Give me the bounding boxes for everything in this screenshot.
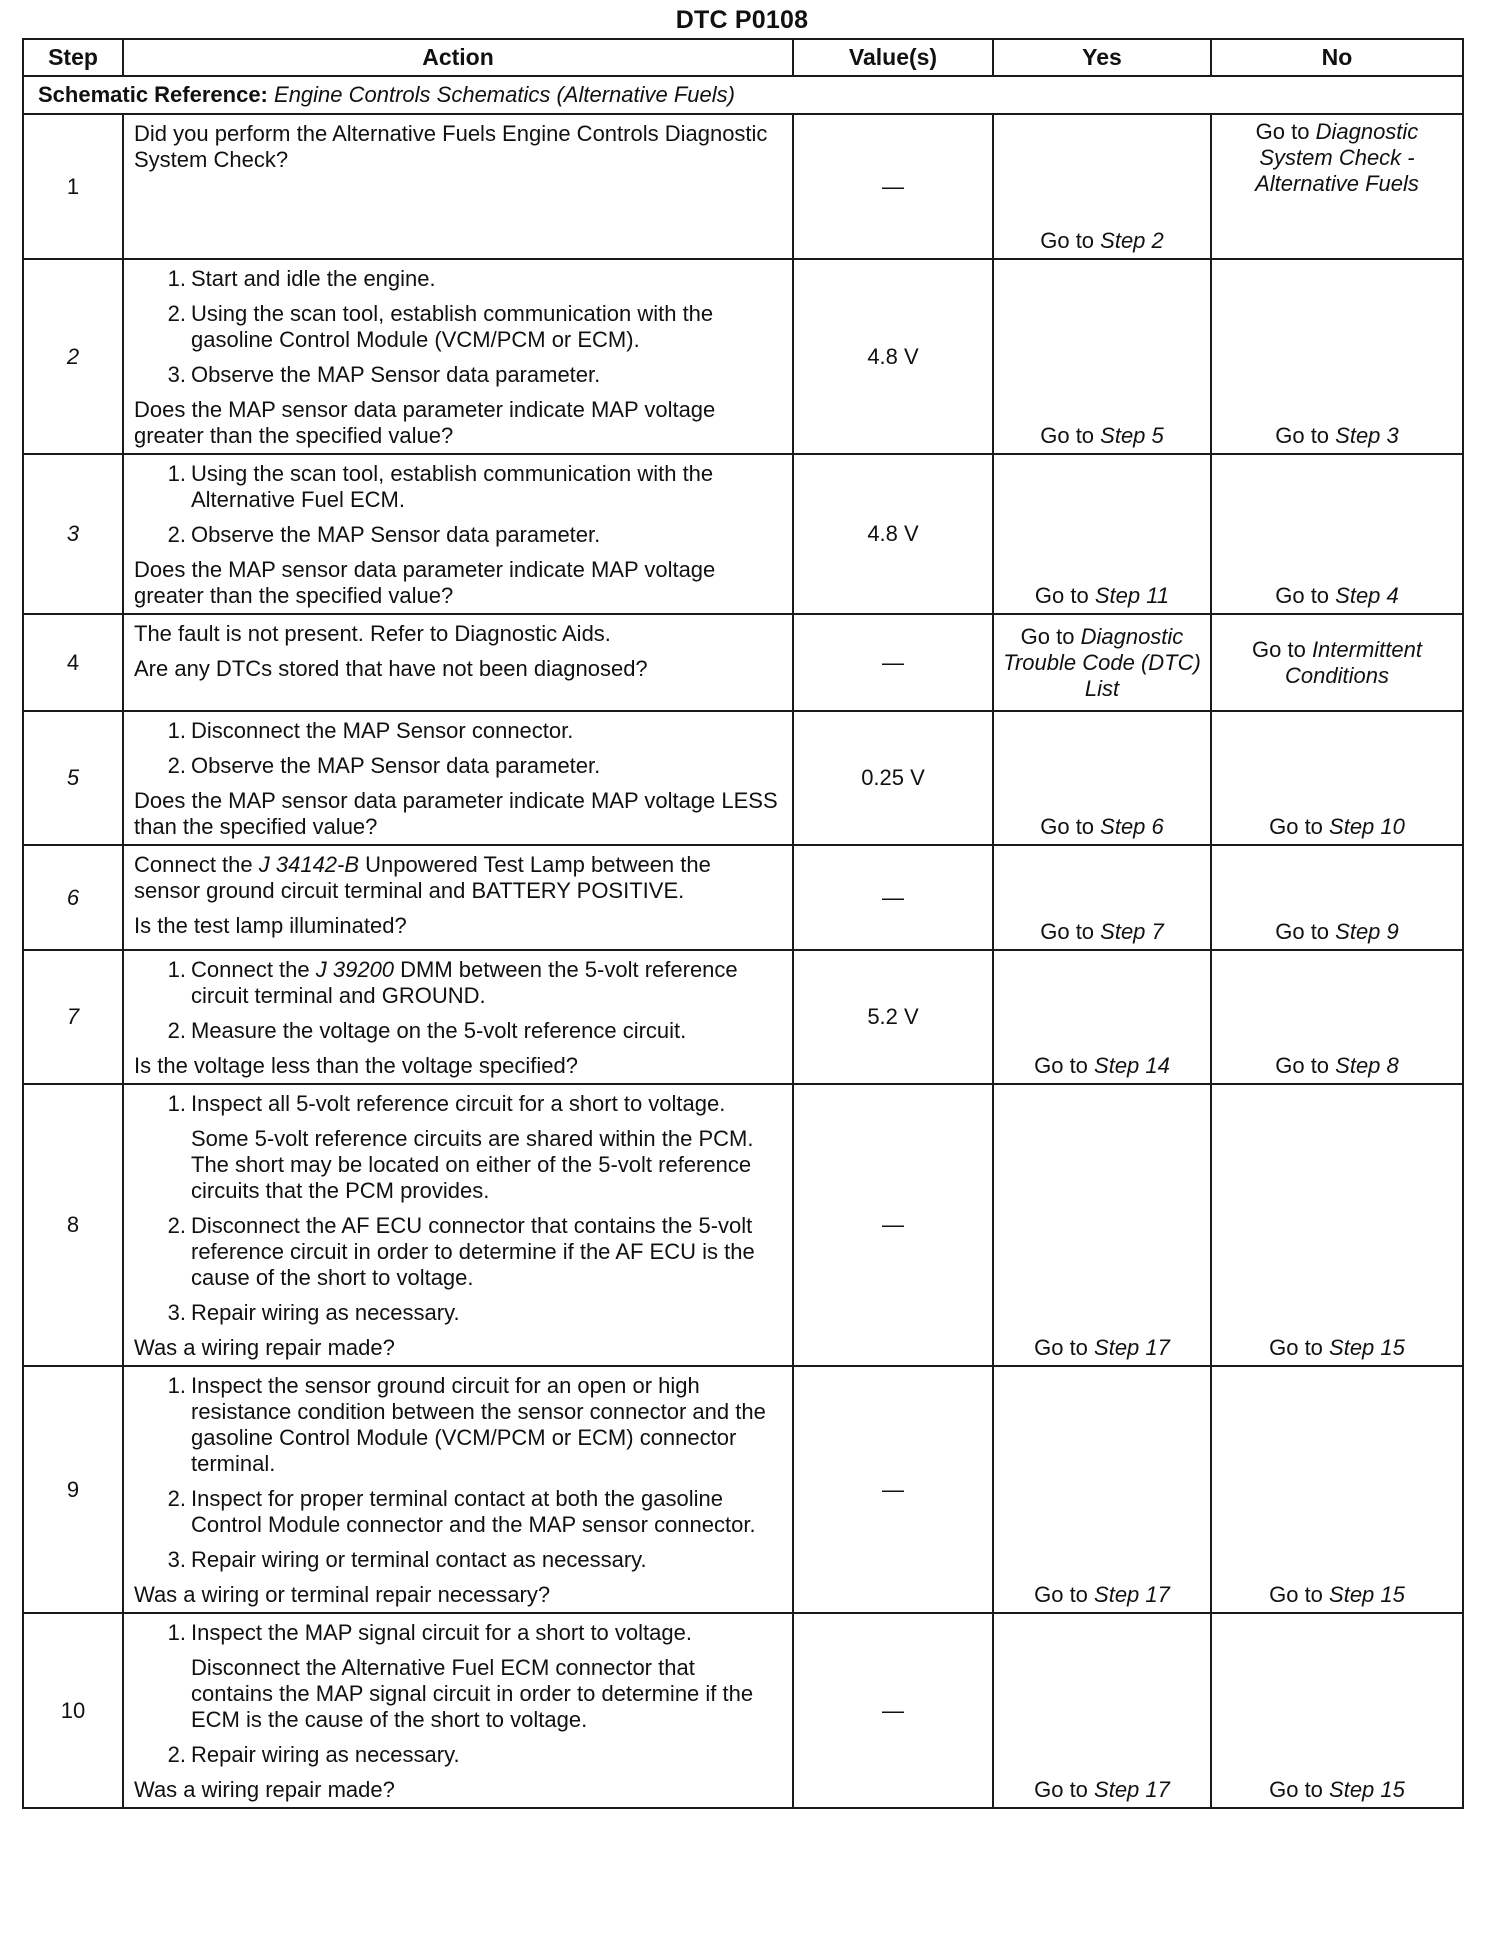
action-step — [134, 1547, 782, 1573]
action-step-text: Inspect the MAP signal circuit for a short to voltage. — [191, 1620, 692, 1645]
action-step-text: Disconnect the MAP Sensor connector. — [191, 718, 574, 743]
schematic-reference — [23, 76, 1463, 114]
table-row — [23, 259, 1463, 454]
action-text: The fault is not present. Refer to Diagnostic Aids. — [134, 621, 611, 646]
no-link[interactable]: Step 4 — [1335, 583, 1399, 608]
no-prefix: Go to — [1269, 1582, 1330, 1607]
action-cell — [123, 454, 793, 614]
yes-prefix: Go to — [1034, 1777, 1095, 1802]
table-row — [23, 1084, 1463, 1366]
schematic-label: Schematic Reference: — [38, 82, 268, 107]
no-link[interactable]: Step 15 — [1329, 1777, 1405, 1802]
step-index: 1. — [167, 1373, 186, 1398]
page-title: DTC P0108 — [675, 6, 809, 34]
no-link[interactable]: Step 3 — [1335, 423, 1399, 448]
yes-link[interactable]: Step 6 — [1100, 814, 1164, 839]
action-step — [134, 1620, 782, 1733]
step-index: 1. — [167, 461, 186, 486]
no-prefix: Go to — [1275, 919, 1336, 944]
diagnostic-table — [22, 38, 1464, 1809]
no-cell — [1211, 1366, 1463, 1613]
document-page — [22, 0, 1462, 1809]
action-question: Was a wiring or terminal repair necessary? — [134, 1582, 551, 1607]
step-index: 2. — [167, 301, 186, 326]
no-prefix: Go to — [1275, 423, 1336, 448]
no-prefix: Go to — [1275, 583, 1336, 608]
value-cell: — — [793, 614, 993, 711]
yes-link[interactable]: Step 17 — [1094, 1335, 1170, 1360]
step-number: 7 — [23, 950, 123, 1084]
yes-cell — [993, 1613, 1211, 1808]
yes-prefix: Go to — [1034, 1335, 1095, 1360]
action-cell — [123, 1613, 793, 1808]
action-step — [134, 1018, 782, 1044]
action-step — [134, 753, 782, 779]
action-text-pre: Connect the — [191, 957, 316, 982]
action-question: Is the test lamp illuminated? — [134, 913, 407, 938]
yes-prefix: Go to — [1040, 228, 1101, 253]
yes-link[interactable]: Step 2 — [1100, 228, 1164, 253]
action-step — [134, 1300, 782, 1326]
yes-cell — [993, 845, 1211, 950]
action-step-note: Disconnect the Alternative Fuel ECM connector that contains the MAP signal circuit in order to determine if the ECM is the cause of the short to voltage. — [191, 1655, 754, 1732]
action-cell — [123, 114, 793, 259]
no-prefix: Go to — [1269, 1777, 1330, 1802]
no-cell — [1211, 1613, 1463, 1808]
action-question: Was a wiring repair made? — [134, 1335, 395, 1360]
action-step-text: Inspect the sensor ground circuit for an open or high resistance condition between the sensor connector and the gasoline Control Module (VCM/PCM or ECM) connector terminal. — [191, 1373, 766, 1476]
step-index: 3. — [167, 1547, 186, 1572]
action-step — [134, 461, 782, 513]
action-text — [134, 852, 782, 904]
table-row — [23, 845, 1463, 950]
action-step — [134, 362, 782, 388]
value-cell: — — [793, 845, 993, 950]
yes-link[interactable]: Step 7 — [1100, 919, 1164, 944]
no-prefix: Go to — [1255, 119, 1316, 144]
yes-cell — [993, 259, 1211, 454]
step-number: 2 — [23, 259, 123, 454]
no-cell — [1211, 454, 1463, 614]
action-step-note: Some 5-volt reference circuits are shared within the PCM. The short may be located on either of the 5-volt reference circuits that the PCM provides. — [191, 1126, 754, 1203]
action-cell — [123, 259, 793, 454]
step-number: 8 — [23, 1084, 123, 1366]
header-action: Action — [123, 39, 793, 76]
action-cell — [123, 1366, 793, 1613]
yes-link[interactable]: Step 17 — [1094, 1582, 1170, 1607]
yes-cell — [993, 614, 1211, 711]
step-index: 2. — [167, 522, 186, 547]
action-step-text: Measure the voltage on the 5-volt reference circuit. — [191, 1018, 687, 1043]
tool-reference: J 34142-B — [258, 852, 360, 877]
yes-link[interactable]: Diagnostic Trouble Code (DTC) List — [1003, 623, 1201, 701]
value-cell: 5.2 V — [793, 950, 993, 1084]
step-number: 1 — [23, 114, 123, 259]
action-question: Was a wiring repair made? — [134, 1777, 395, 1802]
action-question: Does the MAP sensor data parameter indicate MAP voltage greater than the specified value? — [134, 397, 716, 448]
action-question: Does the MAP sensor data parameter indicate MAP voltage greater than the specified value? — [134, 557, 716, 608]
value-cell: 0.25 V — [793, 711, 993, 845]
table-row — [23, 1613, 1463, 1808]
step-index: 2. — [167, 1213, 186, 1238]
no-link[interactable]: Step 9 — [1335, 919, 1399, 944]
action-step — [134, 522, 782, 548]
yes-prefix: Go to — [1034, 1582, 1095, 1607]
step-index: 3. — [167, 362, 186, 387]
action-step — [134, 266, 782, 292]
action-step — [134, 957, 782, 1009]
step-index: 2. — [167, 1018, 186, 1043]
table-row — [23, 614, 1463, 711]
action-step-text: Observe the MAP Sensor data parameter. — [191, 362, 601, 387]
action-step-text: Using the scan tool, establish communication with the Alternative Fuel ECM. — [191, 461, 714, 512]
step-index: 2. — [167, 1742, 186, 1767]
step-index: 2. — [167, 1486, 186, 1511]
action-step-text: Repair wiring as necessary. — [191, 1300, 460, 1325]
action-step-text: Observe the MAP Sensor data parameter. — [191, 522, 601, 547]
tool-reference: J 39200 — [315, 957, 395, 982]
step-index: 1. — [167, 718, 186, 743]
value-cell: 4.8 V — [793, 454, 993, 614]
no-cell — [1211, 1084, 1463, 1366]
action-step-text: Inspect all 5-volt reference circuit for a short to voltage. — [191, 1091, 726, 1116]
step-number: 5 — [23, 711, 123, 845]
table-header-row — [23, 39, 1463, 76]
yes-prefix: Go to — [1020, 623, 1081, 649]
action-cell — [123, 614, 793, 711]
action-step-text: Start and idle the engine. — [191, 266, 436, 291]
action-steps — [134, 266, 782, 388]
action-cell — [123, 711, 793, 845]
no-link[interactable]: Diagnostic System Check - Alternative Fuels — [1255, 119, 1419, 196]
value-cell: — — [793, 1613, 993, 1808]
action-text-post: DMM between the 5-volt reference circuit terminal and GROUND. — [191, 957, 738, 1008]
table-row — [23, 711, 1463, 845]
step-index: 1. — [167, 266, 186, 291]
table-row — [23, 950, 1463, 1084]
no-link[interactable]: Step 15 — [1329, 1582, 1405, 1607]
no-cell — [1211, 114, 1463, 259]
step-number: 3 — [23, 454, 123, 614]
header-values: Value(s) — [793, 39, 993, 76]
yes-link[interactable]: Step 14 — [1094, 1053, 1170, 1078]
no-link[interactable]: Step 10 — [1329, 814, 1405, 839]
action-text-pre: Connect the — [134, 852, 259, 877]
action-question: Does the MAP sensor data parameter indicate MAP voltage LESS than the specified value? — [134, 788, 778, 839]
yes-prefix: Go to — [1040, 814, 1101, 839]
value-cell: 4.8 V — [793, 259, 993, 454]
header-step: Step — [23, 39, 123, 76]
value-cell: — — [793, 1084, 993, 1366]
action-cell — [123, 845, 793, 950]
action-text-post: Unpowered Test Lamp between the sensor ground circuit terminal and BATTERY POSITIVE. — [134, 852, 711, 903]
step-index: 2. — [167, 753, 186, 778]
yes-cell — [993, 950, 1211, 1084]
action-cell — [123, 950, 793, 1084]
no-prefix: Go to — [1275, 1053, 1336, 1078]
yes-prefix: Go to — [1034, 583, 1095, 608]
action-step-text: Using the scan tool, establish communication with the gasoline Control Module (VCM/PCM or ECM). — [191, 301, 714, 352]
action-question: Are any DTCs stored that have not been diagnosed? — [134, 656, 648, 681]
no-link[interactable]: Intermittent Conditions — [1285, 636, 1422, 688]
yes-prefix: Go to — [1034, 1053, 1095, 1078]
action-step — [134, 1742, 782, 1768]
no-cell — [1211, 950, 1463, 1084]
schematic-link[interactable]: Engine Controls Schematics (Alternative Fuels) — [274, 82, 735, 107]
action-text: Did you perform the Alternative Fuels Engine Controls Diagnostic System Check? — [134, 121, 768, 172]
no-cell — [1211, 845, 1463, 950]
action-step — [134, 1486, 782, 1538]
step-number: 6 — [23, 845, 123, 950]
yes-prefix: Go to — [1040, 919, 1101, 944]
action-step-text: Inspect for proper terminal contact at both the gasoline Control Module connector and the MAP sensor connector. — [191, 1486, 756, 1537]
yes-prefix: Go to — [1040, 423, 1101, 448]
action-step — [134, 1373, 782, 1477]
step-number: 10 — [23, 1613, 123, 1808]
yes-cell — [993, 454, 1211, 614]
yes-link[interactable]: Step 5 — [1100, 423, 1164, 448]
value-cell: — — [793, 114, 993, 259]
no-prefix: Go to — [1252, 636, 1312, 662]
action-step-text: Repair wiring as necessary. — [191, 1742, 460, 1767]
action-step — [134, 301, 782, 353]
no-link[interactable]: Step 8 — [1335, 1053, 1399, 1078]
no-prefix: Go to — [1269, 1335, 1330, 1360]
yes-cell — [993, 114, 1211, 259]
no-cell — [1211, 711, 1463, 845]
step-index: 1. — [167, 1091, 186, 1116]
action-step — [134, 718, 782, 744]
table-row — [23, 114, 1463, 259]
action-steps — [134, 957, 782, 1044]
action-step-text: Observe the MAP Sensor data parameter. — [191, 753, 601, 778]
no-link[interactable]: Step 15 — [1329, 1335, 1405, 1360]
schematic-reference-row — [23, 76, 1463, 114]
step-index: 1. — [167, 1620, 186, 1645]
yes-cell — [993, 711, 1211, 845]
no-prefix: Go to — [1269, 814, 1330, 839]
table-row — [23, 1366, 1463, 1613]
step-number: 9 — [23, 1366, 123, 1613]
yes-link[interactable]: Step 17 — [1094, 1777, 1170, 1802]
action-step — [134, 1091, 782, 1204]
action-steps — [134, 718, 782, 779]
action-cell — [123, 1084, 793, 1366]
step-index: 1. — [167, 957, 186, 982]
yes-cell — [993, 1366, 1211, 1613]
yes-cell — [993, 1084, 1211, 1366]
value-cell: — — [793, 1366, 993, 1613]
action-steps — [134, 1373, 782, 1573]
action-step-text: Disconnect the AF ECU connector that contains the 5-volt reference circuit in order to determine if the AF ECU is the cause of the short to voltage. — [191, 1213, 755, 1290]
header-yes: Yes — [993, 39, 1211, 76]
action-step-text: Repair wiring or terminal contact as necessary. — [191, 1547, 647, 1572]
step-index: 3. — [167, 1300, 186, 1325]
no-cell — [1211, 614, 1463, 711]
step-number: 4 — [23, 614, 123, 711]
no-cell — [1211, 259, 1463, 454]
header-no: No — [1211, 39, 1463, 76]
table-row — [23, 454, 1463, 614]
action-steps — [134, 1091, 782, 1326]
action-step — [134, 1213, 782, 1291]
action-steps — [134, 1620, 782, 1768]
action-question: Is the voltage less than the voltage specified? — [134, 1053, 578, 1078]
yes-link[interactable]: Step 11 — [1094, 583, 1170, 608]
action-steps — [134, 461, 782, 548]
